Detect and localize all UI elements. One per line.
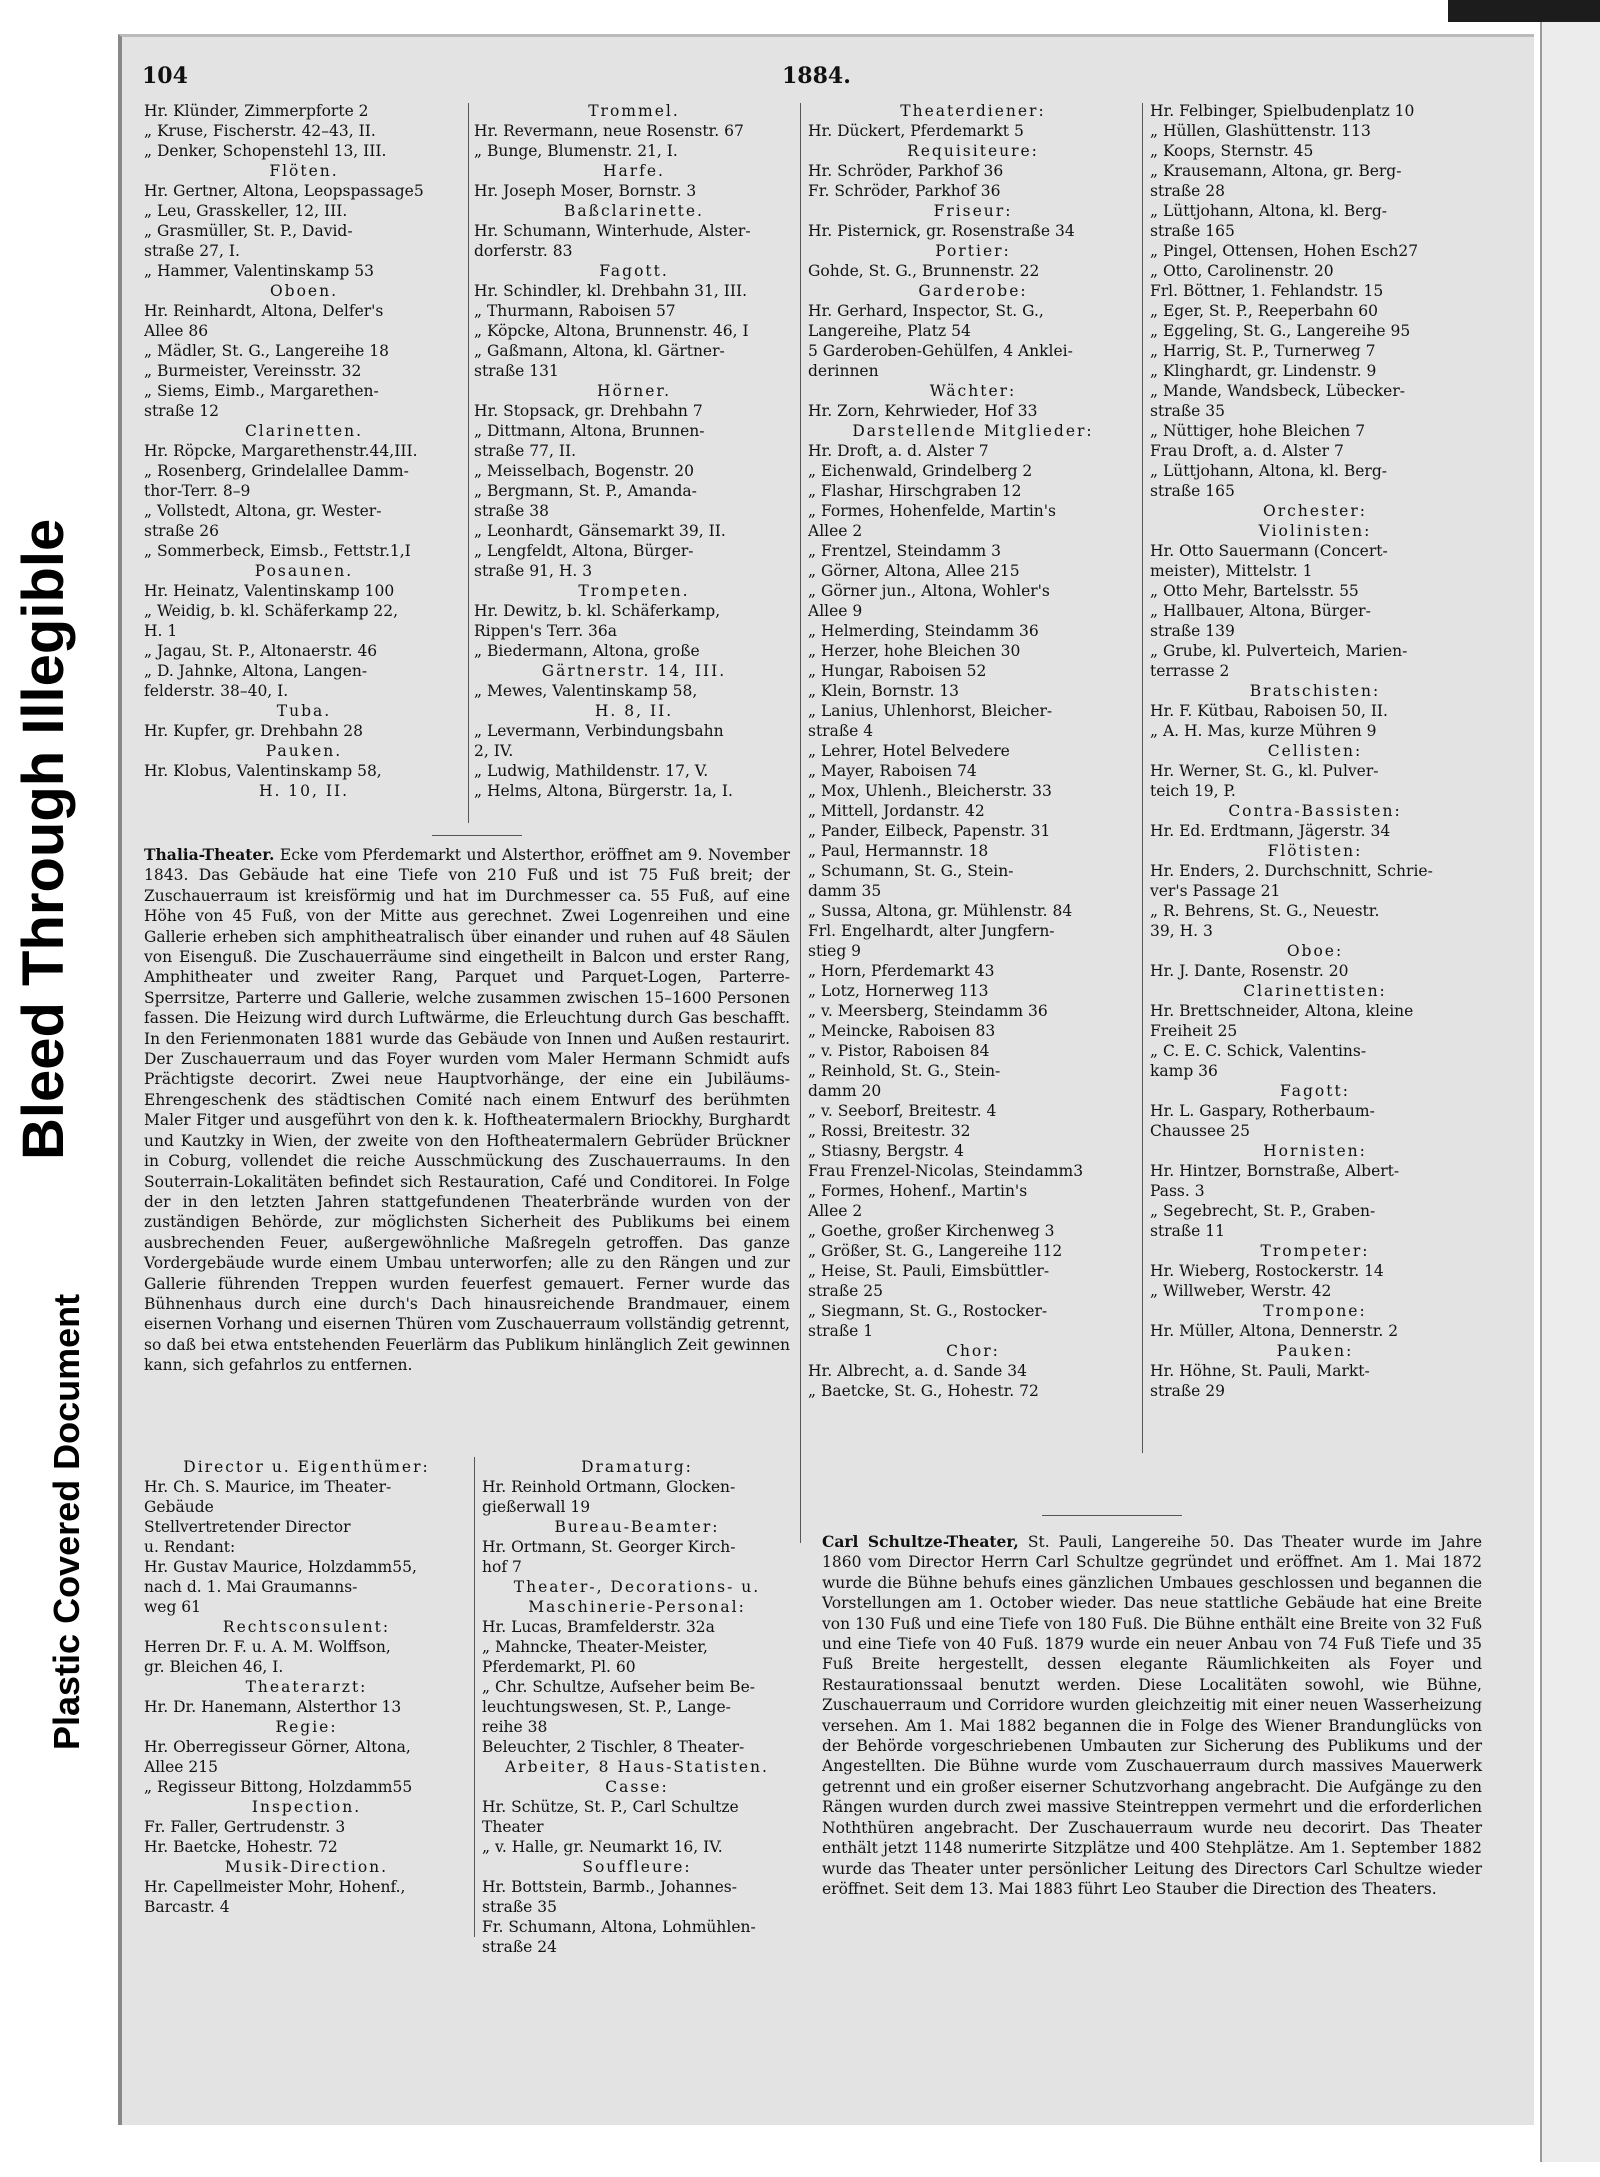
list-entry: Hr. Werner, St. G., kl. Pulver- xyxy=(1150,762,1379,780)
list-entry: „ v. Seeborf, Breitestr. 4 xyxy=(808,1102,997,1120)
list-entry: Theater xyxy=(482,1818,544,1836)
thalia-theater-description xyxy=(144,845,790,1376)
list-entry: 39, H. 3 xyxy=(1150,922,1213,940)
list-entry: „ Lüttjohann, Altona, kl. Berg- xyxy=(1150,202,1387,220)
list-entry: „ Hammer, Valentinskamp 53 xyxy=(144,262,374,280)
list-entry: hof 7 xyxy=(482,1558,522,1576)
list-entry: thor-Terr. 8–9 xyxy=(144,482,251,500)
list-entry: „ Mädler, St. G., Langereihe 18 xyxy=(144,342,389,360)
list-entry: „ v. Pistor, Raboisen 84 xyxy=(808,1042,990,1060)
list-entry: Hr. Dückert, Pferdemarkt 5 xyxy=(808,122,1024,140)
list-entry: „ Meisselbach, Bogenstr. 20 xyxy=(474,462,694,480)
section-heading: Souffleure: xyxy=(582,1858,692,1876)
list-entry: damm 35 xyxy=(808,882,882,900)
list-entry: „ Flashar, Hirschgraben 12 xyxy=(808,482,1022,500)
list-entry: gießerwall 19 xyxy=(482,1498,591,1516)
list-entry: „ Harrig, St. P., Turnerweg 7 xyxy=(1150,342,1376,360)
list-entry: Hr. J. Dante, Rosenstr. 20 xyxy=(1150,962,1349,980)
list-entry: Hr. Zorn, Kehrwieder, Hof 33 xyxy=(808,402,1038,420)
list-entry: „ Heise, St. Pauli, Eimsbüttler- xyxy=(808,1262,1050,1280)
list-entry: Hr. Reinhold Ortmann, Glocken- xyxy=(482,1478,736,1496)
list-entry: „ Grasmüller, St. P., David- xyxy=(144,222,353,240)
list-entry: H. 1 xyxy=(144,622,178,640)
section-heading: Trommel. xyxy=(588,102,680,120)
list-entry: „ Formes, Hohenf., Martin's xyxy=(808,1182,1028,1200)
list-entry: „ Klein, Bornstr. 13 xyxy=(808,682,960,700)
column-orchestra-brass xyxy=(474,101,794,801)
list-entry: „ Siems, Eimb., Margarethen- xyxy=(144,382,379,400)
list-entry: „ Helmerding, Steindamm 36 xyxy=(808,622,1039,640)
section-heading: Director u. Eigenthümer: xyxy=(183,1458,430,1476)
section-heading: Cellisten: xyxy=(1267,742,1363,760)
list-entry: nach d. 1. Mai Graumanns- xyxy=(144,1578,358,1596)
list-entry: Hr. Oberregisseur Görner, Altona, xyxy=(144,1738,411,1756)
list-entry: straße 77, II. xyxy=(474,442,577,460)
list-entry: „ Horn, Pferdemarkt 43 xyxy=(808,962,995,980)
list-entry: 2, IV. xyxy=(474,742,514,760)
list-entry: Gohde, St. G., Brunnenstr. 22 xyxy=(808,262,1040,280)
section-heading: Casse: xyxy=(605,1778,669,1796)
list-entry: straße 35 xyxy=(1150,402,1226,420)
list-entry: „ Herzer, hohe Bleichen 30 xyxy=(808,642,1021,660)
list-entry: Frau Frenzel-Nicolas, Steindamm3 xyxy=(808,1162,1084,1180)
list-entry: „ Mande, Wandsbeck, Lübecker- xyxy=(1150,382,1405,400)
list-entry: „ Pingel, Ottensen, Hohen Esch27 xyxy=(1150,242,1419,260)
column-staff-members xyxy=(808,101,1138,1401)
column-thalia-staff xyxy=(482,1457,792,1957)
list-entry: „ A. H. Mas, kurze Mühren 9 xyxy=(1150,722,1377,740)
list-entry: „ Rosenberg, Grindelallee Damm- xyxy=(144,462,409,480)
list-entry: „ Lanius, Uhlenhorst, Bleicher- xyxy=(808,702,1053,720)
list-entry: Hr. F. Kütbau, Raboisen 50, II. xyxy=(1150,702,1388,720)
list-entry: Hr. Schütze, St. P., Carl Schultze xyxy=(482,1798,739,1816)
section-heading: Maschinerie-Personal: xyxy=(528,1598,746,1616)
list-entry: straße 11 xyxy=(1150,1222,1226,1240)
list-entry: „ Stiasny, Bergstr. 4 xyxy=(808,1142,964,1160)
section-heading: Violinisten: xyxy=(1258,522,1372,540)
list-entry: „ Kruse, Fischerstr. 42–43, II. xyxy=(144,122,376,140)
list-entry: Hr. Röpcke, Margarethenstr.44,III. xyxy=(144,442,418,460)
list-entry: „ Otto, Carolinenstr. 20 xyxy=(1150,262,1334,280)
column-orchestra-winds xyxy=(144,101,464,801)
section-heading: Oboe: xyxy=(1286,942,1344,960)
list-entry: ver's Passage 21 xyxy=(1150,882,1281,900)
list-entry: Hr. Felbinger, Spielbudenplatz 10 xyxy=(1150,102,1415,120)
list-entry: Hr. Kupfer, gr. Drehbahn 28 xyxy=(144,722,363,740)
list-entry: Hr. Wieberg, Rostockerstr. 14 xyxy=(1150,1262,1384,1280)
section-heading: Theater-, Decorations- u. xyxy=(513,1578,761,1596)
list-entry: Hr. Klobus, Valentinskamp 58, xyxy=(144,762,382,780)
list-entry: stieg 9 xyxy=(808,942,862,960)
column-divider xyxy=(800,103,801,1543)
list-entry: straße 27, I. xyxy=(144,242,240,260)
list-entry: „ Hüllen, Glashüttenstr. 113 xyxy=(1150,122,1371,140)
list-entry: „ Pander, Eilbeck, Papenstr. 31 xyxy=(808,822,1051,840)
list-entry: „ Regisseur Bittong, Holzdamm55 xyxy=(144,1778,413,1796)
list-entry: straße 35 xyxy=(482,1898,558,1916)
list-entry: Hr. Schindler, kl. Drehbahn 31, III. xyxy=(474,282,748,300)
section-heading: Baßclarinette. xyxy=(564,202,704,220)
section-heading: Trompeten. xyxy=(578,582,690,600)
list-entry: straße 12 xyxy=(144,402,220,420)
list-entry: u. Rendant: xyxy=(144,1538,236,1556)
section-heading: Posaunen. xyxy=(254,562,354,580)
list-entry: „ Dittmann, Altona, Brunnen- xyxy=(474,422,705,440)
list-entry: „ v. Halle, gr. Neumarkt 16, IV. xyxy=(482,1838,723,1856)
list-entry: „ Reinhold, St. G., Stein- xyxy=(808,1062,1001,1080)
list-entry: „ Baetcke, St. G., Hohestr. 72 xyxy=(808,1382,1039,1400)
section-heading: Theaterdiener: xyxy=(900,102,1046,120)
list-entry: Hr. Bottstein, Barmb., Johannes- xyxy=(482,1878,737,1896)
list-entry: straße 165 xyxy=(1150,482,1235,500)
list-entry: Hr. Ch. S. Maurice, im Theater- xyxy=(144,1478,392,1496)
list-entry: derinnen xyxy=(808,362,879,380)
list-entry: „ Mayer, Raboisen 74 xyxy=(808,762,977,780)
list-entry: „ Nüttiger, hohe Bleichen 7 xyxy=(1150,422,1366,440)
list-entry: Hr. Lucas, Bramfelderstr. 32a xyxy=(482,1618,715,1636)
list-entry: „ Weidig, b. kl. Schäferkamp 22, xyxy=(144,602,399,620)
list-entry: Allee 2 xyxy=(808,1202,863,1220)
list-entry: „ Lehrer, Hotel Belvedere xyxy=(808,742,1010,760)
list-entry: Langereihe, Platz 54 xyxy=(808,322,971,340)
list-entry: „ Görner jun., Altona, Wohler's xyxy=(808,582,1050,600)
list-entry: „ v. Meersberg, Steindamm 36 xyxy=(808,1002,1048,1020)
section-heading: Friseur: xyxy=(933,202,1013,220)
list-entry: „ Schumann, St. G., Stein- xyxy=(808,862,1014,880)
list-entry: „ Sommerbeck, Eimsb., Fettstr.1,I xyxy=(144,542,411,560)
list-entry: Stellvertretender Director xyxy=(144,1518,351,1536)
list-entry: Hr. Gertner, Altona, Leopspassage5 xyxy=(144,182,424,200)
list-entry: Frl. Böttner, 1. Fehlandstr. 15 xyxy=(1150,282,1384,300)
list-entry: Fr. Schröder, Parkhof 36 xyxy=(808,182,1001,200)
list-entry: Hr. Schröder, Parkhof 36 xyxy=(808,162,1004,180)
list-entry: straße 91, H. 3 xyxy=(474,562,593,580)
list-entry: Hr. Ed. Erdtmann, Jägerstr. 34 xyxy=(1150,822,1391,840)
list-entry: „ Mahncke, Theater-Meister, xyxy=(482,1638,708,1656)
list-entry: „ Görner, Altona, Allee 215 xyxy=(808,562,1020,580)
list-entry: straße 4 xyxy=(808,722,874,740)
section-heading: Hörner. xyxy=(596,382,672,400)
list-entry: „ Frentzel, Steindamm 3 xyxy=(808,542,1001,560)
list-entry: „ Gaßmann, Altona, kl. Gärtner- xyxy=(474,342,725,360)
list-entry: Hr. Otto Sauermann (Concert- xyxy=(1150,542,1388,560)
list-entry: weg 61 xyxy=(144,1598,202,1616)
list-entry: Hr. Hintzer, Bornstraße, Albert- xyxy=(1150,1162,1400,1180)
list-entry: „ Klinghardt, gr. Lindenstr. 9 xyxy=(1150,362,1377,380)
page-number: 104 xyxy=(142,63,188,89)
list-entry: „ Jagau, St. P., Altonaerstr. 46 xyxy=(144,642,378,660)
section-heading: Flötisten: xyxy=(1267,842,1363,860)
section-heading: Clarinetten. xyxy=(244,422,364,440)
list-entry: „ C. E. C. Schick, Valentins- xyxy=(1150,1042,1367,1060)
list-entry: „ Segebrecht, St. P., Graben- xyxy=(1150,1202,1376,1220)
list-entry: straße 139 xyxy=(1150,622,1235,640)
section-heading: Oboen. xyxy=(269,282,339,300)
list-entry: „ Köpcke, Altona, Brunnenstr. 46, I xyxy=(474,322,749,340)
list-entry: Beleuchter, 2 Tischler, 8 Theater- xyxy=(482,1738,745,1756)
list-entry: „ Größer, St. G., Langereihe 112 xyxy=(808,1242,1063,1260)
list-entry: Barcastr. 4 xyxy=(144,1898,230,1916)
section-heading: Regie: xyxy=(275,1718,338,1736)
list-entry: Hr. Capellmeister Mohr, Hohenf., xyxy=(144,1878,406,1896)
list-entry: straße 165 xyxy=(1150,222,1235,240)
list-entry: Hr. Ortmann, St. Georger Kirch- xyxy=(482,1538,736,1556)
list-entry: „ Hungar, Raboisen 52 xyxy=(808,662,987,680)
section-heading: Contra-Bassisten: xyxy=(1228,802,1402,820)
list-entry: kamp 36 xyxy=(1150,1062,1218,1080)
bleed-through-label: Bleed Through Illegible xyxy=(11,518,76,1160)
section-heading: Portier: xyxy=(935,242,1011,260)
section-heading: Bratschisten: xyxy=(1249,682,1381,700)
list-entry: straße 28 xyxy=(1150,182,1226,200)
list-entry: Hr. Enders, 2. Durchschnitt, Schrie- xyxy=(1150,862,1433,880)
list-entry: „ Vollstedt, Altona, gr. Wester- xyxy=(144,502,382,520)
list-entry: Fr. Schumann, Altona, Lohmühlen- xyxy=(482,1918,756,1936)
list-entry: „ Denker, Schopenstehl 13, III. xyxy=(144,142,387,160)
section-heading: Arbeiter, 8 Haus-Statisten. xyxy=(505,1758,769,1776)
list-entry: felderstr. 38–40, I. xyxy=(144,682,289,700)
list-entry: 5 Garderoben-Gehülfen, 4 Anklei- xyxy=(808,342,1073,360)
list-entry: „ Leonhardt, Gänsemarkt 39, II. xyxy=(474,522,726,540)
list-entry: Allee 9 xyxy=(808,602,863,620)
section-heading: Hornisten: xyxy=(1263,1142,1367,1160)
list-entry: Chaussee 25 xyxy=(1150,1122,1250,1140)
list-entry: „ Grube, kl. Pulverteich, Marien- xyxy=(1150,642,1408,660)
list-entry: „ Lüttjohann, Altona, kl. Berg- xyxy=(1150,462,1387,480)
list-entry: terrasse 2 xyxy=(1150,662,1230,680)
list-entry: „ Formes, Hohenfelde, Martin's xyxy=(808,502,1056,520)
column-divider xyxy=(474,1457,475,1937)
list-entry: „ Chr. Schultze, Aufseher beim Be- xyxy=(482,1678,756,1696)
list-entry: „ Eger, St. P., Reeperbahn 60 xyxy=(1150,302,1378,320)
list-entry: Freiheit 25 xyxy=(1150,1022,1238,1040)
section-heading: H. 8, II. xyxy=(594,702,674,720)
list-entry: Hr. Stopsack, gr. Drehbahn 7 xyxy=(474,402,703,420)
list-entry: „ Siegmann, St. G., Rostocker- xyxy=(808,1302,1048,1320)
section-heading: Wächter: xyxy=(929,382,1017,400)
list-entry: reihe 38 xyxy=(482,1718,548,1736)
section-heading: Darstellende Mitglieder: xyxy=(852,422,1094,440)
list-entry: Hr. Albrecht, a. d. Sande 34 xyxy=(808,1362,1027,1380)
list-entry: „ Eggeling, St. G., Langereihe 95 xyxy=(1150,322,1411,340)
list-entry: Hr. Heinatz, Valentinskamp 100 xyxy=(144,582,395,600)
list-entry: „ Leu, Grasskeller, 12, III. xyxy=(144,202,348,220)
section-heading: Trompeter: xyxy=(1260,1242,1370,1260)
column-thalia-direction xyxy=(144,1457,469,1917)
section-heading: H. 10, II. xyxy=(258,782,350,800)
list-entry: Hr. Dr. Hanemann, Alsterthor 13 xyxy=(144,1698,402,1716)
thalia-theater-text: Ecke vom Pferdemarkt und Alsterthor, eröffnet am 9. November 1843. Das Gebäude hat eine Tiefe von 210 Fuß und ist 75 Fuß breit; der Zuschauerraum ist kreisförmig und hat im Durchmesser ca. 55 Fuß, auf eine Höhe von 45 Fuß, von der Mitte aus gerechnet. Zwei Logenreihen und eine Gallerie erheben sich amphitheatralisch über einander und ruhen auf 48 Säulen von Eisenguß. Die Zuschauerräume sind eingetheilt in Balcon und erster Rang, Amphitheater und zweiter Rang, Parquet und Parquet-Logen, Parterre-Sperrsitze, Parterre und Gallerie, welche zusammen zwischen 15–1600 Personen fassen. Die Heizung wird durch Luftwärme, die Erleuchtung durch Gas beschafft. In den Ferienmonaten 1881 wurde das Gebäude von Innen und Außen restaurirt. Der Zuschauerraum und das Foyer wurden vom Maler Hermann Schmidt aufs Prächtigste decorirt. Zwei neue Hauptvorhänge, der eine ein Jubiläums-Ehrengeschenk des städtischen Comité nach einem Entwurf des berühmten Maler Fitger und ausgeführt von den k. k. Hoftheatermalern Briockhy, Burghardt und Kautzky in Wien, der zweite von den Hoftheatermalern Gebrüder Brückner in Coburg, vollendet die reiche Ausschmückung des Zuschauerraums. In den Souterrain-Lokalitäten befindet sich Restauration, Café und Conditorei. In Folge der in den letzten Jahren stattgefundenen Theaterbrände wurden von der zuständigen Behörde, zur möglichsten Sicherheit des Publikums bei einem ausbrechenden Feuer, außergewöhnliche Maßregeln getroffen. Das ganze Vordergebäude wurde einem Umbau unterworfen; alle zu den Rängen und zur Gallerie führenden Treppen wurden feuerfest gemauert. Ferner wurde das Bühnenhaus durch eine durch's Dach hinausreichende Brandmauer, einem eisernen Vorhang und eisernen Thüren vom Zuschauerraum vollständig getrennt, so daß bei etwa entstehenden Feuerlärm das Publikum hinlänglich Zeit gewinnen kann, sich gefahrlos zu entfernen. xyxy=(144,846,790,1375)
list-entry: „ Lengfeldt, Altona, Bürger- xyxy=(474,542,694,560)
list-entry: straße 38 xyxy=(474,502,550,520)
list-entry: Pferdemarkt, Pl. 60 xyxy=(482,1658,636,1676)
list-entry: damm 20 xyxy=(808,1082,882,1100)
section-heading: Harfe. xyxy=(602,162,665,180)
list-entry: Hr. Brettschneider, Altona, kleine xyxy=(1150,1002,1414,1020)
section-heading: Bureau-Beamter: xyxy=(554,1518,720,1536)
section-heading: Clarinettisten: xyxy=(1243,982,1387,1000)
list-entry: teich 19, P. xyxy=(1150,782,1236,800)
thalia-theater-title: Thalia-Theater. xyxy=(144,845,275,864)
list-entry: „ Mox, Uhlenh., Bleicherstr. 33 xyxy=(808,782,1052,800)
list-entry: „ Ludwig, Mathildenstr. 17, V. xyxy=(474,762,709,780)
section-heading: Inspection. xyxy=(251,1798,362,1816)
list-entry: Gebäude xyxy=(144,1498,214,1516)
schultze-theater-text: St. Pauli, Langereihe 50. Das Theater wurde im Jahre 1860 vom Director Herrn Carl Schultze gegründet und eröffnet. Am 1. Mai 1872 wurde die Bühne behufs eines gänzlichen Umbaues geschlossen und begannen die Vorstellungen am 1. October wieder. Das neue stattliche Gebäude hat eine Breite von 130 Fuß und eine Tiefe von 180 Fuß. Die Bühne enthält eine Breite von 32 Fuß und eine Tiefe von 40 Fuß. 1879 wurde ein neuer Anbau von 74 Fuß Tiefe und 35 Fuß Breite hergestellt, dessen elegante Räumlichkeiten als Foyer und Restaurationssaal benutzt werden. Diese Localitäten sowohl, wie Bühne, Zuschauerraum und Corridore wurden gleichzeitig mit einer neuen Wasserheizung versehen. Am 1. Mai 1882 begannen die in Folge des Wiener Brandunglücks von der Behörde vorgeschriebenen Umbauten zur Sicherung des Publikums und der Angestellten. Die Bühne wurde vom Zuschauerraum durch massives Mauerwerk getrennt und ein großer eiserner Schutzvorhang angebracht. Die Aufgänge zu den Rängen wurden durch zwei massive Steintreppen vermehrt und die erforderlichen Noththüren angebracht. Der Zuschauerraum wurde neu decorirt. Das Theater enthält jetzt 1148 numerirte Sitzplätze und 400 Stehplätze. Am 1. September 1882 wurde das Theater unter persönlicher Leitung des Directors Carl Schultze wieder eröffnet. Seit dem 13. Mai 1883 führt Leo Stauber die Direction des Theaters. xyxy=(822,1533,1482,1898)
list-entry: „ Goethe, großer Kirchenweg 3 xyxy=(808,1222,1055,1240)
section-heading: Garderobe: xyxy=(918,282,1028,300)
list-entry: Hr. Klünder, Zimmerpforte 2 xyxy=(144,102,369,120)
section-heading: Pauken. xyxy=(265,742,343,760)
section-heading: Fagott: xyxy=(1280,1082,1350,1100)
section-heading: Musik-Direction. xyxy=(224,1858,389,1876)
column-divider xyxy=(1142,103,1143,1453)
list-entry: Hr. Droft, a. d. Alster 7 xyxy=(808,442,989,460)
list-entry: Pass. 3 xyxy=(1150,1182,1205,1200)
list-entry: „ Biedermann, Altona, große xyxy=(474,642,700,660)
section-heading: Fagott. xyxy=(599,262,669,280)
list-entry: „ Krausemann, Altona, gr. Berg- xyxy=(1150,162,1402,180)
section-heading: Flöten. xyxy=(269,162,339,180)
list-entry: Hr. Schumann, Winterhude, Alster- xyxy=(474,222,751,240)
list-entry: Hr. Höhne, St. Pauli, Markt- xyxy=(1150,1362,1370,1380)
list-entry: „ Helms, Altona, Bürgerstr. 1a, I. xyxy=(474,782,733,800)
list-entry: Hr. Gerhard, Inspector, St. G., xyxy=(808,302,1044,320)
document-page xyxy=(118,34,1534,2125)
list-entry: dorferstr. 83 xyxy=(474,242,573,260)
section-heading: Chor: xyxy=(946,1342,1000,1360)
schultze-theater-title: Carl Schultze-Theater, xyxy=(822,1532,1019,1551)
list-entry: straße 24 xyxy=(482,1938,558,1956)
list-entry: Hr. L. Gaspary, Rotherbaum- xyxy=(1150,1102,1375,1120)
list-entry: Hr. Müller, Altona, Dennerstr. 2 xyxy=(1150,1322,1399,1340)
list-entry: gr. Bleichen 46, I. xyxy=(144,1658,284,1676)
section-heading: Theaterarzt: xyxy=(245,1678,368,1696)
section-heading: Dramaturg: xyxy=(581,1458,693,1476)
list-entry: „ R. Behrens, St. G., Neuestr. xyxy=(1150,902,1380,920)
column-divider xyxy=(468,103,469,823)
plastic-covered-label: Plastic Covered Document xyxy=(46,1293,87,1750)
list-entry: „ Sussa, Altona, gr. Mühlenstr. 84 xyxy=(808,902,1073,920)
list-entry: „ Eichenwald, Grindelberg 2 xyxy=(808,462,1033,480)
section-heading: Gärtnerstr. 14, III. xyxy=(541,662,727,680)
list-entry: „ Paul, Hermannstr. 18 xyxy=(808,842,989,860)
list-entry: „ Willweber, Werstr. 42 xyxy=(1150,1282,1332,1300)
list-entry: Rippen's Terr. 36a xyxy=(474,622,618,640)
list-entry: „ Hallbauer, Altona, Bürger- xyxy=(1150,602,1371,620)
list-entry: Hr. Joseph Moser, Bornstr. 3 xyxy=(474,182,697,200)
page-year: 1884. xyxy=(782,63,851,89)
column-schultze-personnel xyxy=(1150,101,1480,1401)
list-entry: „ Koops, Sternstr. 45 xyxy=(1150,142,1314,160)
list-entry: „ Bunge, Blumenstr. 21, I. xyxy=(474,142,678,160)
list-entry: Frau Droft, a. d. Alster 7 xyxy=(1150,442,1344,460)
list-entry: Hr. Reinhardt, Altona, Delfer's xyxy=(144,302,384,320)
list-entry: „ Bergmann, St. P., Amanda- xyxy=(474,482,697,500)
section-heading: Tuba. xyxy=(276,702,332,720)
side-label-panel xyxy=(0,0,118,2177)
list-entry: Hr. Gustav Maurice, Holzdamm55, xyxy=(144,1558,417,1576)
section-heading: Requisiteure: xyxy=(907,142,1039,160)
list-entry: „ Burmeister, Vereinsstr. 32 xyxy=(144,362,362,380)
list-entry: „ Thurmann, Raboisen 57 xyxy=(474,302,676,320)
schultze-theater-description xyxy=(822,1532,1482,1899)
section-rule xyxy=(432,835,522,836)
list-entry: „ D. Jahnke, Altona, Langen- xyxy=(144,662,368,680)
list-entry: „ Mittell, Jordanstr. 42 xyxy=(808,802,985,820)
list-entry: meister), Mittelstr. 1 xyxy=(1150,562,1313,580)
list-entry: Hr. Pisternick, gr. Rosenstraße 34 xyxy=(808,222,1075,240)
list-entry: Allee 215 xyxy=(144,1758,218,1776)
list-entry: Herren Dr. F. u. A. M. Wolffson, xyxy=(144,1638,391,1656)
list-entry: Hr. Baetcke, Hohestr. 72 xyxy=(144,1838,338,1856)
list-entry: „ Otto Mehr, Bartelsstr. 55 xyxy=(1150,582,1359,600)
list-entry: Frl. Engelhardt, alter Jungfern- xyxy=(808,922,1055,940)
list-entry: Hr. Revermann, neue Rosenstr. 67 xyxy=(474,122,744,140)
list-entry: straße 131 xyxy=(474,362,559,380)
list-entry: straße 26 xyxy=(144,522,220,540)
list-entry: Allee 86 xyxy=(144,322,209,340)
list-entry: „ Meincke, Raboisen 83 xyxy=(808,1022,996,1040)
section-heading: Pauken: xyxy=(1276,1342,1354,1360)
list-entry: straße 1 xyxy=(808,1322,874,1340)
list-entry: „ Mewes, Valentinskamp 58, xyxy=(474,682,698,700)
section-heading: Orchester: xyxy=(1263,502,1367,520)
section-heading: Trompone: xyxy=(1263,1302,1367,1320)
list-entry: „ Lotz, Hornerweg 113 xyxy=(808,982,989,1000)
list-entry: Allee 2 xyxy=(808,522,863,540)
list-entry: „ Levermann, Verbindungsbahn xyxy=(474,722,724,740)
list-entry: Hr. Dewitz, b. kl. Schäferkamp, xyxy=(474,602,721,620)
list-entry: leuchtungswesen, St. P., Lange- xyxy=(482,1698,731,1716)
list-entry: straße 29 xyxy=(1150,1382,1226,1400)
list-entry: „ Rossi, Breitestr. 32 xyxy=(808,1122,971,1140)
scan-edge-dark xyxy=(1448,0,1600,22)
scan-edge-margin xyxy=(1540,22,1600,2162)
list-entry: Fr. Faller, Gertrudenstr. 3 xyxy=(144,1818,346,1836)
list-entry: straße 25 xyxy=(808,1282,884,1300)
section-rule xyxy=(1042,1515,1182,1516)
section-heading: Rechtsconsulent: xyxy=(222,1618,391,1636)
